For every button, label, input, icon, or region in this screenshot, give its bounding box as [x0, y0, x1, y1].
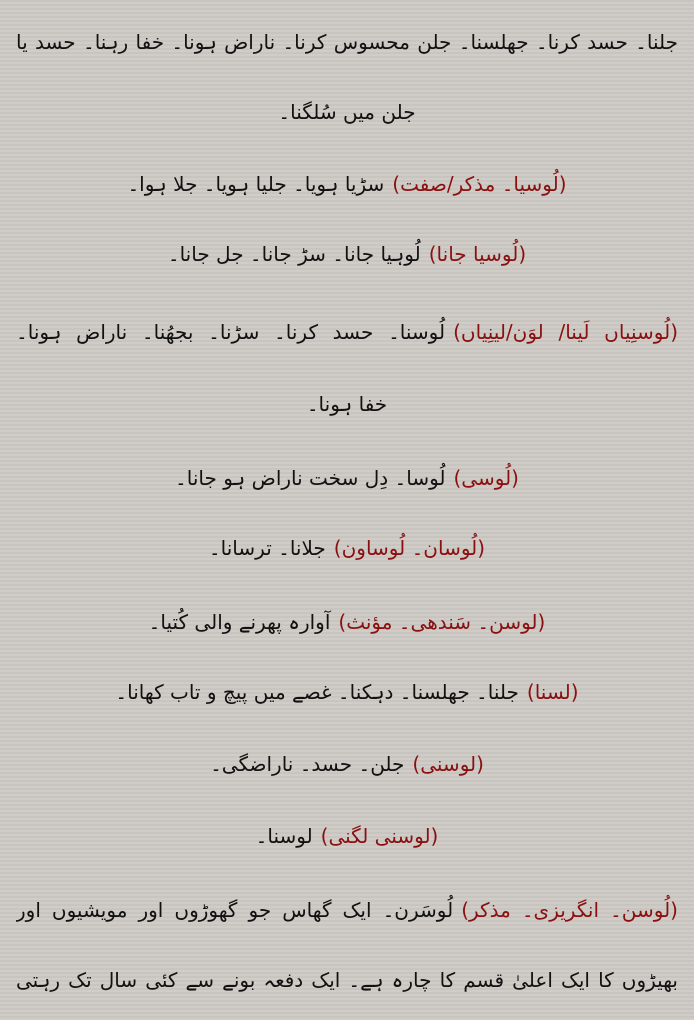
entry-text: جلن میں سُلگنا۔	[278, 100, 416, 124]
entry-line-6	[16, 384, 678, 424]
entry-text: سڑیا ہویا۔ جلیا ہویا۔ جلا ہوا۔	[127, 172, 385, 196]
entry-term: (لُوسن۔ انگریزی۔ مذکر)	[461, 898, 678, 922]
entry-term: (لُوسیا جانا)	[428, 242, 527, 266]
entry-text: لُوہیا جانا۔ سڑ جانا۔ جل جانا۔	[167, 242, 421, 266]
entry-line-8	[16, 528, 678, 568]
entry-term: (لوسنی لگنی)	[320, 824, 439, 848]
entry-line-13	[16, 890, 678, 930]
entry-term: (لُوسی)	[453, 466, 519, 490]
entry-line-7	[16, 458, 678, 498]
entry-text: جلن۔ حسد۔ ناراضگی۔	[210, 752, 405, 776]
entry-line-14	[16, 960, 678, 1000]
entry-term: (لُوسیا۔ مذکر/صفت)	[392, 172, 567, 196]
entry-text: لوسنا۔	[255, 824, 313, 848]
entry-text: لُوسَرن۔ ایک گھاس جو گھوڑوں اور مویشیوں اور	[16, 898, 454, 922]
entry-line-10	[16, 672, 678, 712]
entry-line-1	[16, 22, 678, 62]
entry-term: (لُوسنِیاں لَینا/ لوَن/لینِیاں)	[453, 320, 678, 344]
entry-line-2	[16, 92, 678, 132]
entry-line-11	[16, 744, 678, 784]
entry-term: (لسنا)	[526, 680, 579, 704]
entry-line-12	[16, 816, 678, 856]
entry-text: جلنا۔ جھلسنا۔ دہکنا۔ غصے میں پیچ و تاب کھانا۔	[115, 680, 519, 704]
entry-line-4	[16, 234, 678, 274]
entry-text: لُوسنا۔ حسد کرنا۔ سڑنا۔ بجھُنا۔ ناراض ہونا۔	[16, 320, 446, 344]
entry-text: آوارہ پھرنے والی کُتیا۔	[148, 610, 331, 634]
entry-line-9	[16, 602, 678, 642]
entry-term: (لُوسان۔ لُوساون)	[333, 536, 486, 560]
entry-line-3	[16, 164, 678, 204]
entry-text: جلنا۔ حسد کرنا۔ جھلسنا۔ جلن محسوس کرنا۔ ناراض ہونا۔ خفا رہنا۔ حسد یا	[16, 30, 678, 54]
entry-text: خفا ہونا۔	[306, 392, 388, 416]
entry-line-5	[16, 312, 678, 352]
entry-term: (لوسنی)	[412, 752, 484, 776]
entry-text: جلانا۔ ترسانا۔	[208, 536, 326, 560]
entry-term: (لوسن۔ سَندھی۔ مؤنث)	[338, 610, 546, 634]
entry-text: بھیڑوں کا ایک اعلیٰ قسم کا چارہ ہے۔ ایک دفعہ بونے سے کئی سال تک رہتی	[16, 968, 678, 992]
entry-text: لُوسا۔ دِل سخت ناراض ہو جانا۔	[175, 466, 446, 490]
